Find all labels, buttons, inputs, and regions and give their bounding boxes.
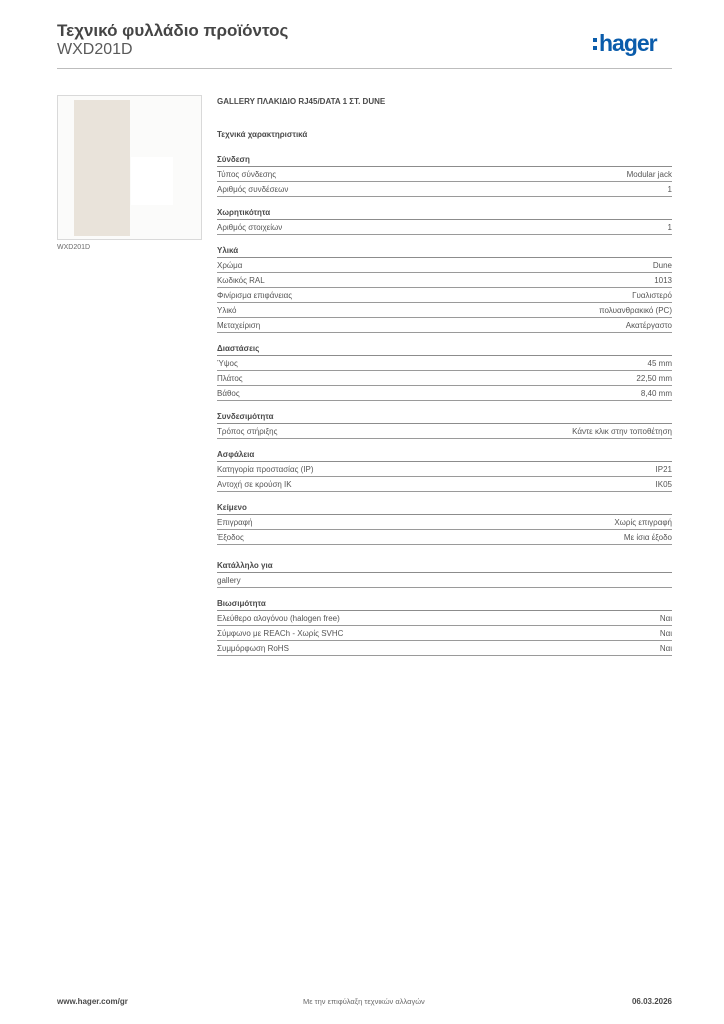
spec-label: Υλικό [217,305,237,315]
spec-value: IP21 [655,464,672,474]
spec-row [217,573,672,588]
spec-value: 22,50 mm [636,373,672,383]
spec-row [217,371,672,386]
spec-value: 45 mm [647,358,672,368]
spec-label: Τρόπος στήριξης [217,426,278,436]
spec-value: Γυαλιστερό [632,290,672,300]
spec-value: πολυανθρακικό (PC) [599,305,672,315]
spec-label: Βάθος [217,388,240,398]
spec-label: gallery [217,575,241,585]
spec-label: Αριθμός συνδέσεων [217,184,289,194]
spec-label: Συμμόρφωση RoHS [217,643,289,653]
spec-value: Ναι [659,613,672,623]
spec-row [217,318,672,333]
footer-disclaimer: Με την επιφύλαξη τεχνικών αλλαγών [303,997,425,1006]
section-heading: Χωρητικότητα [217,207,672,220]
spec-row [217,303,672,318]
spec-label: Επιγραφή [217,517,253,527]
header-divider [57,68,672,69]
spec-row [217,356,672,371]
spec-row [217,288,672,303]
spec-row [217,182,672,197]
spec-section [217,207,672,235]
spec-row [217,626,672,641]
spec-value: Dune [652,260,672,270]
spec-section [217,560,672,588]
spec-label: Τύπος σύνδεσης [217,169,277,179]
spec-section [217,502,672,545]
product-image [57,95,202,240]
section-heading: Ασφάλεια [217,449,672,462]
spec-value: 1 [667,222,672,232]
spec-row [217,258,672,273]
spec-row [217,611,672,626]
spec-section [217,245,672,333]
spec-value: 1 [667,184,672,194]
spec-label: Κατηγορία προστασίας (IP) [217,464,314,474]
section-heading: Υλικά [217,245,672,258]
spec-label: Έξοδος [217,532,244,542]
spec-value: Χωρίς επιγραφή [614,517,672,527]
logo-wordmark: hager [599,30,657,56]
spec-row [217,477,672,492]
spec-section [217,154,672,197]
logo-dot-top [593,38,597,42]
document-title: Τεχνικό φυλλάδιο προϊόντος [57,21,289,40]
spec-label: Αριθμός στοιχείων [217,222,283,232]
spec-label: Μεταχείριση [217,320,261,330]
footer-website: www.hager.com/gr [57,997,128,1006]
product-reference: WXD201D [57,41,133,58]
spec-row [217,641,672,656]
spec-row [217,424,672,439]
spec-value: Modular jack [626,169,672,179]
spec-value: 8,40 mm [640,388,672,398]
spec-subtitle: Τεχνικά χαρακτηριστικά [217,130,308,139]
spec-label: Κωδικός RAL [217,275,265,285]
spec-label: Φινίρισμα επιφάνειας [217,290,293,300]
section-heading: Κατάλληλο για [217,560,672,573]
hager-logo [593,28,673,58]
spec-row [217,167,672,182]
footer-date: 06.03.2026 [631,997,672,1006]
spec-row [217,530,672,545]
section-heading: Βιωσιμότητα [217,598,672,611]
spec-row [217,273,672,288]
spec-row [217,462,672,477]
product-title: GALLERY ΠΛΑΚΙΔΙΟ RJ45/DATA 1 ΣΤ. DUNE [217,97,386,106]
product-image-caption: WXD201D [57,244,91,251]
spec-value: 1013 [654,275,672,285]
spec-label: Πλάτος [217,373,243,383]
spec-value: Ακατέργαστο [625,320,672,330]
section-heading: Συνδεσιμότητα [217,411,672,424]
spec-row [217,386,672,401]
logo-dot-bottom [593,46,597,50]
spec-value: Ναι [659,643,672,653]
spec-row [217,515,672,530]
section-heading: Κείμενο [217,502,672,515]
hager-logo-mark [593,28,673,58]
spec-section [217,449,672,492]
spec-value: IK05 [655,479,672,489]
spec-value: Κάντε κλικ στην τοποθέτηση [572,426,672,436]
spec-section [217,343,672,401]
spec-label: Χρώμα [217,260,243,270]
spec-sections [217,154,672,656]
spec-value: Ναι [659,628,672,638]
spec-label: Ελεύθερο αλογόνου (halogen free) [217,613,340,623]
spec-label: Σύμφωνο με REACh - Χωρίς SVHC [217,628,344,638]
section-heading: Διαστάσεις [217,343,672,356]
spec-label: Αντοχή σε κρούση IK [217,479,292,489]
spec-content [217,96,672,666]
rj45-opening [131,157,173,205]
plate-illustration [74,100,130,236]
spec-section [217,411,672,439]
spec-value: Με ίσια έξοδο [623,532,672,542]
spec-row [217,220,672,235]
spec-label: Ύψος [217,358,238,368]
spec-section [217,598,672,656]
section-heading: Σύνδεση [217,154,672,167]
